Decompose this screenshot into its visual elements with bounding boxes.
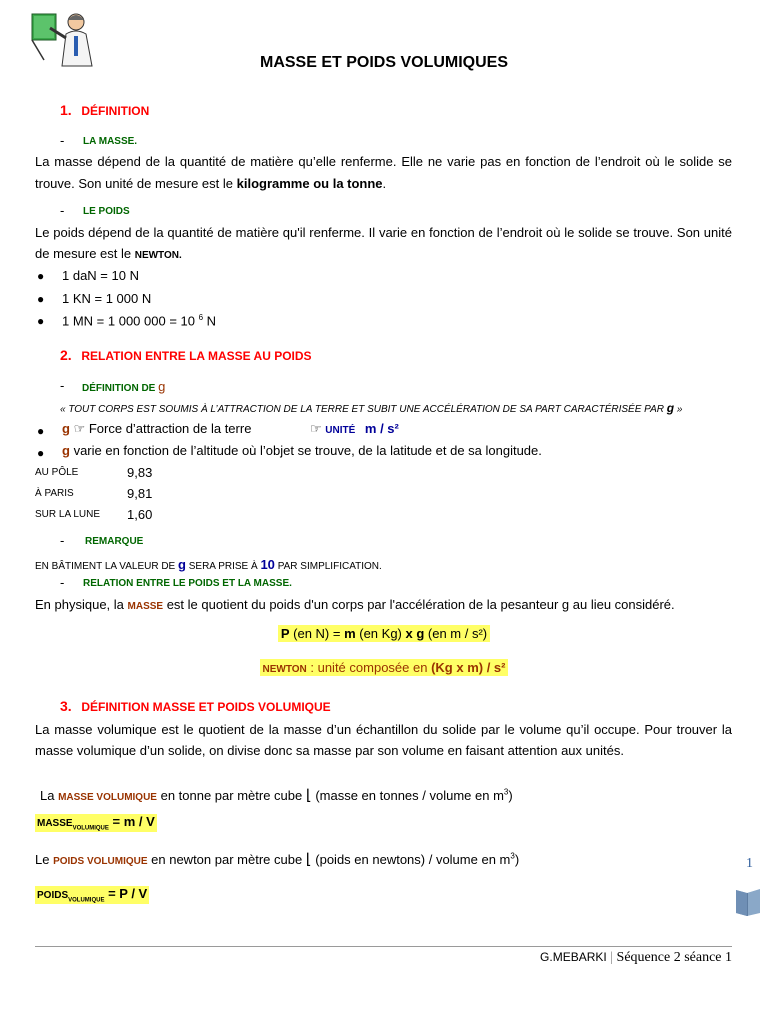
section-2-title: RELATION ENTRE LA MASSE AU POIDS [81, 349, 312, 363]
g-symbol: g [62, 443, 70, 458]
formula-part: (en Kg) [355, 626, 406, 641]
dash-marker: - [60, 533, 65, 548]
dash-marker: - [60, 378, 65, 393]
footer-divider [35, 946, 732, 947]
dash-marker: - [60, 575, 65, 590]
relation-label: RELATION ENTRE LE POIDS ET LA MASSE. [83, 578, 292, 589]
exponent: 6 [198, 313, 204, 322]
pv-b: en newton par mètre cube [147, 852, 306, 867]
table-row-value: 9,83 [127, 465, 153, 480]
g-symbol: g [62, 421, 70, 436]
formula-weight [0, 626, 768, 641]
masse-paragraph-line-1: La masse dépend de la quantité de matière qu’elle renferme. Elle ne varie pas en fonction de l’endroit où le solide se [35, 154, 732, 169]
section-2-heading [60, 347, 312, 363]
page-number: 1 [746, 856, 753, 871]
g-varie-text: varie en fonction de l’altitude où l’objet se trouve, de la latitude et de sa longitude. [69, 443, 542, 458]
remarque-b: SERA PRISE À [185, 561, 261, 572]
hand-pointer-icon: ☞ [73, 421, 86, 436]
footer [540, 950, 732, 966]
quote-end: » [674, 404, 683, 415]
formula-part: (en N) = [289, 626, 345, 641]
masse-keyword: MASSE [127, 601, 164, 612]
page-curl-icon [733, 886, 763, 918]
masse-volumique-line [40, 786, 513, 804]
poids-volumique-keyword: POIDS VOLUMIQUE [53, 856, 148, 867]
newton-label: NEWTON [262, 664, 307, 675]
bullet-icon: ● [37, 446, 45, 460]
newton-highlight [260, 659, 509, 676]
unite-item [310, 421, 399, 437]
quote-text: « TOUT CORPS EST SOUMIS À L’ATTRACTION DE LA TERRE ET SUBIT UNE ACCÉLÉRATION DE SA PART CARACTÉRISÉE PAR [60, 404, 667, 415]
definition-label: DÉFINITION DE [82, 383, 159, 394]
physique-paragraph [35, 597, 675, 612]
bullet-icon: ● [37, 292, 45, 306]
section-1-title: DÉFINITION [81, 104, 150, 118]
newton-units: (Kg x m) / s² [431, 660, 506, 675]
dash-marker: - [60, 203, 65, 218]
formula-main: POIDS [37, 890, 69, 901]
page-title: MASSE ET POIDS VOLUMIQUES [259, 54, 509, 71]
remarque-ten: 10 [260, 557, 275, 572]
table-row-value: 9,81 [127, 486, 153, 501]
bullet-item-3 [62, 313, 216, 328]
poids-text: de mesure est le [35, 246, 135, 261]
bullet-icon: ● [37, 269, 45, 283]
footer-author: G.MEBARKI [540, 950, 607, 964]
volumique-paragraph-line-1: La masse volumique est le quotient de la masse d’un échantillon du solide par le volume qu’il occupe. Pour trouver la [35, 722, 732, 737]
exponent: 3 [510, 851, 515, 861]
quote-g: g [666, 401, 675, 415]
unite-label: UNITÉ [325, 425, 356, 436]
g-symbol: g [178, 557, 186, 572]
masse-volumique-formula [35, 814, 157, 832]
formula-main: MASSE [37, 818, 73, 829]
physique-a: En physique, la [35, 597, 128, 612]
left-floor-icon: ⌊ [305, 787, 312, 804]
remarque-text [35, 557, 382, 572]
formula-end: = P / V [104, 886, 148, 901]
footer-separator: | [610, 950, 614, 965]
formula-xg: x g [405, 626, 425, 641]
pv-d: ) [514, 852, 520, 867]
g-symbol: g [158, 379, 166, 394]
section-3-heading [60, 698, 331, 714]
mv-c: (masse en tonnes / volume en m [311, 788, 504, 803]
bullet-3-unit: N [203, 313, 217, 329]
formula-sub: VOLUMIQUE [68, 897, 105, 904]
masse-volumique-keyword: MASSE VOLUMIQUE [58, 792, 157, 803]
remarque-label: REMARQUE [85, 536, 144, 547]
bullet-item-1: 1 daN = 10 N [62, 268, 139, 283]
pv-c: (poids en newtons) / volume en m [311, 852, 511, 867]
poids-volumique-line [35, 850, 519, 868]
remarque-c: PAR SIMPLIFICATION. [274, 561, 382, 572]
unite-value: m / s² [364, 421, 399, 436]
pv-a: Le [35, 852, 54, 867]
bullet-icon: ● [37, 314, 45, 328]
section-3-title: DÉFINITION MASSE ET POIDS VOLUMIQUE [81, 700, 331, 714]
poids-unit: NEWTON. [134, 250, 182, 261]
exponent: 3 [503, 787, 509, 797]
physique-b: est le quotient du poids d'un corps par l'accélération de la pesanteur g au lieu considéré. [163, 597, 675, 612]
bullet-item-2: 1 KN = 1 000 N [62, 291, 152, 306]
table-row-value: 1,60 [127, 507, 153, 522]
formula-sub: VOLUMIQUE [72, 825, 109, 832]
table-row-place: SUR LA LUNE [35, 509, 101, 520]
dash-marker: - [60, 133, 65, 148]
quote [60, 401, 682, 415]
table-row-place: AU PÔLE [35, 467, 79, 478]
formula-m: m [344, 626, 356, 641]
hand-pointer-icon: ☞ [310, 421, 322, 436]
footer-sequence: Séquence 2 séance 1 [616, 950, 732, 965]
section-2-number: 2. [60, 347, 72, 363]
masse-period: . [382, 176, 387, 191]
formula-end: = m / V [108, 814, 155, 829]
masse-text: trouve. Son unité de mesure est le [35, 176, 237, 191]
masse-unit: kilogramme ou la tonne [236, 176, 383, 191]
formula-part: (en m / s²) [424, 626, 488, 641]
remarque-a: EN BÂTIMENT LA VALEUR DE [35, 561, 179, 572]
mv-d: ) [508, 788, 513, 803]
mv-b: en tonne par mètre cube [156, 788, 306, 803]
newton-text: : unité composée en [306, 660, 432, 675]
poids-volumique-equation-visible [35, 886, 149, 904]
left-floor-icon: ⌊ [305, 851, 312, 868]
section-3-number: 3. [60, 698, 72, 714]
g-varie-item [62, 443, 542, 458]
formula-p: P [280, 626, 290, 641]
bullet-icon: ● [37, 424, 45, 438]
newton-definition [0, 660, 768, 675]
poids-paragraph-line-2 [35, 243, 732, 267]
g-force-item [62, 421, 251, 437]
bullet-3-text: 1 MN = 1 000 000 = 10 [62, 313, 199, 329]
volumique-paragraph-line-2: masse volumique d’un solide, on divise donc sa masse par son volume en faisant attention aux unités. [35, 743, 624, 758]
formula-highlight [278, 625, 490, 642]
section-1-heading [60, 102, 149, 118]
table-row-place: À PARIS [35, 488, 74, 499]
g-force-text: Force d’attraction de la terre [85, 421, 252, 436]
poids-paragraph-line-1: Le poids dépend de la quantité de matière qu'il renferme. Il varie en fonction de l’endroit où le solide se trouve. Son unité [35, 225, 732, 240]
mv-a: La [40, 788, 59, 803]
le-poids-label: LE POIDS [83, 206, 130, 217]
section-1-number: 1. [60, 102, 72, 118]
la-masse-label: LA MASSE. [83, 136, 138, 147]
masse-paragraph-line-2 [35, 173, 732, 195]
definition-g-label [82, 379, 165, 394]
